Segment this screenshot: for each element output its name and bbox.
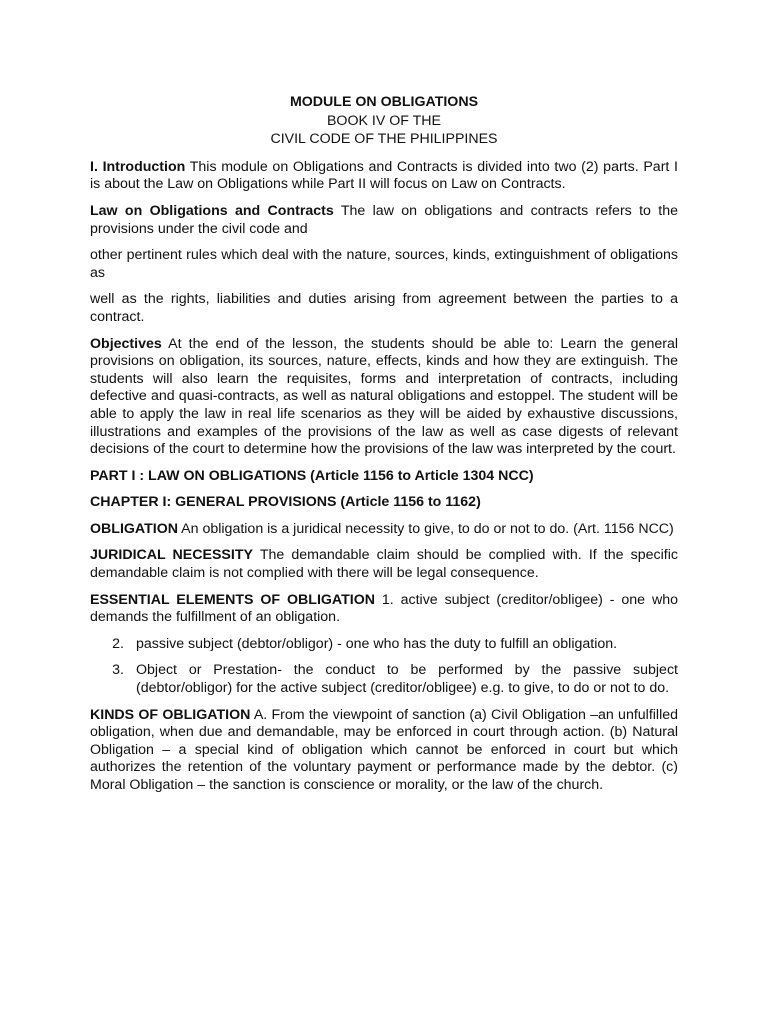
document-subtitle-code: CIVIL CODE OF THE PHILIPPINES [270,131,498,148]
list-item [90,636,678,654]
objectives-paragraph [90,336,678,459]
juridical-heading: JURIDICAL NECESSITY [90,547,253,564]
part1-heading: PART I : LAW ON OBLIGATIONS (Article 1156 to Article 1304 NCC) [90,467,534,484]
obligation-text: An obligation is a juridical necessity to give, to do or not to do. (Art. 1156 NCC) [178,520,674,537]
law-text: The law on obligations and contracts refers to the provisions under the civil code and [90,202,679,237]
elements-text: 1. active subject (creditor/obligee) - one who demands the fulfillment of an obligation. [90,591,678,626]
intro-paragraph [90,159,678,194]
obligation-heading: OBLIGATION [90,520,179,537]
objectives-text: At the end of the lesson, the students should be able to: Learn the general provisions on obligation, its sources, nature, effects, kinds and how they are extinguish. The students will also learn the requisites, forms and interpretation of contracts, including defective and quasi-contracts, as well as natural obligations and estoppel. The student will be able to apply the law in real life scenarios as they will be aided by exhaustive discussions, illustrations and examples of the provisions of the law as well as case digests of relevant decisions of the court to determine how the provisions of the law was interpreted by the court. [90,335,678,458]
list-item [90,662,678,697]
list-item-text: passive subject (debtor/obligor) - one who has the duty to fulfill an obligation. [136,635,618,652]
juridical-paragraph [90,547,678,582]
kinds-paragraph [90,707,678,795]
kinds-text: A. From the viewpoint of sanction (a) Civil Obligation –an unfulfilled obligation, when due and demandable, may be enforced in court through action. (b) Natural Obligation – a special kind of obligation which cannot be enforced in court but which authorizes the retention of the voluntary payment or performance made by the debtor. (c) Moral Obligation – the sanction is conscience or morality, or the law of the church. [90,706,679,793]
elements-paragraph [90,592,678,627]
law-paragraph-2: other pertinent rules which deal with the nature, sources, kinds, extinguishment of obligations as [90,247,678,281]
juridical-text: The demandable claim should be complied with. If the specific demandable claim is not complied with there will be legal consequence. [90,547,678,582]
elements-list [90,636,678,698]
chapter1-heading: CHAPTER I: GENERAL PROVISIONS (Article 1156 to 1162) [90,494,481,511]
list-item-text: Object or Prestation- the conduct to be performed by the passive subject (debtor/obligor) for the active subject (creditor/obligee) e.g. to give, to do or not to do. [136,662,678,697]
document-subtitle-book: BOOK IV OF THE [326,112,442,129]
list-item-number: 2. [112,635,124,652]
title-block [90,93,678,149]
document-page [90,93,678,804]
law-paragraph [90,203,678,238]
law-heading: Law on Obligations and Contracts [90,202,334,219]
document-title: MODULE ON OBLIGATIONS [289,94,479,110]
intro-text: This module on Obligations and Contracts is divided into two (2) parts. Part I is about the Law on Obligations while Part II will focus on Law on Contracts. [90,158,678,193]
objectives-heading: Objectives [90,335,162,352]
kinds-heading: KINDS OF OBLIGATION [90,706,251,723]
law-paragraph-3: well as the rights, liabilities and duties arising from agreement between the parties to a contract. [90,291,678,325]
intro-heading: I. Introduction [90,158,186,175]
elements-heading: ESSENTIAL ELEMENTS OF OBLIGATION [90,591,375,608]
obligation-paragraph [90,521,678,539]
list-item-number: 3. [112,662,124,679]
